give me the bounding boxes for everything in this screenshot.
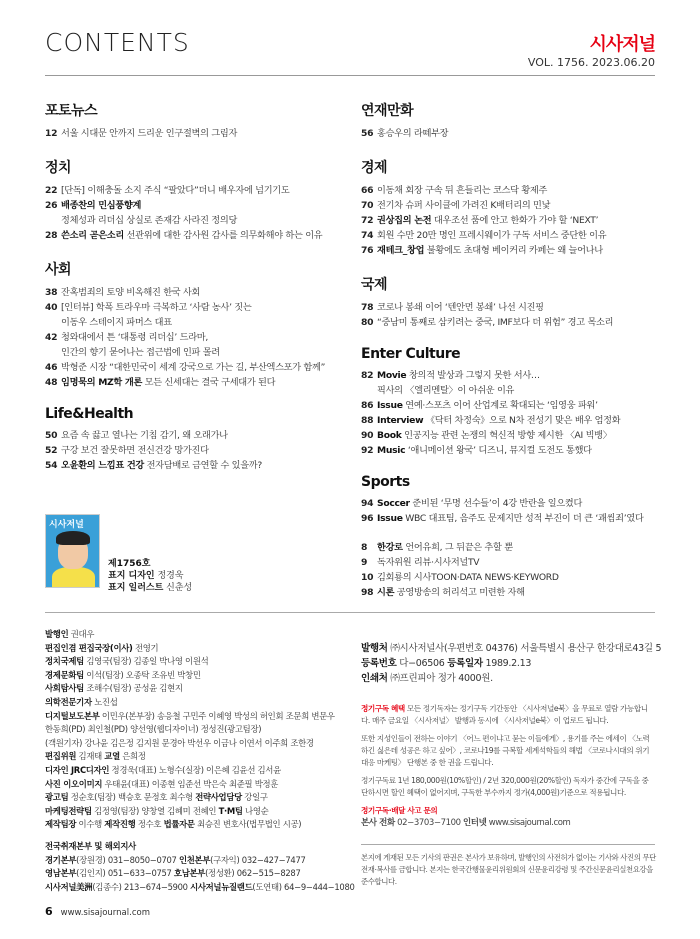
headline: 박형준 시장 “대한민국이 세계 강국으로 가는 길, 부산엑스포가 함께” bbox=[61, 362, 326, 373]
cover-design-label: 표지 디자인 bbox=[108, 571, 155, 581]
toc-text bbox=[61, 458, 340, 473]
toc-text bbox=[377, 213, 661, 228]
toc-text bbox=[61, 315, 340, 330]
credit-role: 사진 이오이미지 bbox=[45, 778, 103, 789]
headline: 인공지능 관련 논쟁의 혁신적 방향 제시한 〈AI 빅뱅〉 bbox=[401, 430, 612, 441]
toc-item[interactable] bbox=[45, 375, 340, 390]
credit-names: 조해수(팀장) 공성윤 김현지 bbox=[83, 683, 183, 694]
page-ref: 88 bbox=[361, 415, 374, 426]
toc-text bbox=[377, 315, 661, 330]
page-ref: 46 bbox=[45, 362, 58, 373]
credit-role: 디자인 JRC디자인 bbox=[45, 764, 110, 775]
toc-text bbox=[61, 360, 340, 375]
toc-item[interactable] bbox=[45, 315, 340, 330]
page-ref: 78 bbox=[361, 302, 374, 313]
page-ref: 90 bbox=[361, 430, 374, 441]
toc-text bbox=[377, 443, 661, 458]
headline: 이동채 회장 구속 뒤 흔들리는 코스닥 황제주 bbox=[377, 185, 548, 196]
series-label: 시론 bbox=[377, 587, 395, 598]
credit-line bbox=[45, 710, 345, 724]
toc-item[interactable] bbox=[361, 428, 661, 443]
headline: 잔혹범죄의 토양 비옥해진 한국 사회 bbox=[61, 287, 201, 298]
volume-info: VOL. 1756. 2023.06.20 bbox=[527, 56, 655, 69]
toc-item[interactable] bbox=[361, 213, 661, 228]
page-ref: 26 bbox=[45, 200, 58, 211]
credit-line bbox=[45, 778, 345, 792]
toc-text bbox=[377, 243, 661, 258]
copyright-notice: 본지에 게재된 모든 기사의 판권은 본사가 보유하며, 발행인의 사전허가 없이는 기사와 사진의 무단 전재·복사를 금합니다. 본지는 한국간행물윤리위원회의 신문윤리강령 및 주간신문윤리실천요강을 준수합니다. bbox=[361, 853, 656, 886]
spacer bbox=[45, 390, 340, 406]
credit-line bbox=[45, 867, 345, 881]
credit-role: 사회탐사팀 bbox=[45, 683, 84, 694]
credit-line bbox=[45, 881, 355, 895]
credit-role: 인천본부 bbox=[178, 854, 211, 865]
toc-item[interactable] bbox=[361, 368, 661, 383]
page-ref: 54 bbox=[45, 460, 58, 471]
credit-role: 편집인겸 편집국장(이사) bbox=[45, 642, 133, 653]
page-ref: 12 bbox=[45, 128, 58, 139]
toc-item[interactable] bbox=[45, 300, 340, 315]
series-label: Issue bbox=[377, 400, 403, 411]
credit-role: 광고팀 bbox=[45, 792, 69, 803]
toc-item[interactable] bbox=[361, 443, 661, 458]
headline: 인간의 향기 묻어나는 접근법에 인파 몰려 bbox=[61, 347, 220, 358]
toc-text bbox=[377, 496, 661, 511]
spacer bbox=[361, 258, 661, 274]
cover-info bbox=[108, 558, 192, 594]
page-ref: 38 bbox=[45, 287, 58, 298]
left-column bbox=[45, 100, 340, 473]
headline: 전기차 슈퍼 사이클에 가려진 K배터리의 민낯 bbox=[377, 200, 551, 211]
toc-text bbox=[377, 555, 661, 570]
toc-text bbox=[61, 375, 340, 390]
credit-line bbox=[361, 656, 661, 671]
credit-names: 김재태 bbox=[76, 751, 105, 762]
toc-item[interactable] bbox=[45, 443, 340, 458]
toc-text bbox=[377, 126, 661, 141]
web-label: 인터넷 bbox=[462, 818, 487, 828]
series-label: Book bbox=[377, 430, 402, 441]
toc-item[interactable] bbox=[45, 213, 340, 228]
credit-names: 정수호 bbox=[135, 819, 164, 830]
series-label: Music bbox=[377, 445, 406, 456]
credit-line bbox=[45, 764, 345, 778]
toc-text bbox=[377, 198, 661, 213]
page-ref: 96 bbox=[361, 513, 374, 524]
toc-item[interactable] bbox=[361, 300, 661, 315]
page-ref: 40 bbox=[45, 302, 58, 313]
headline: 언어유희, 그 뒤끝은 추할 뿐 bbox=[402, 542, 513, 553]
toc-item[interactable] bbox=[45, 198, 340, 213]
toc-item[interactable] bbox=[361, 126, 661, 141]
toc-item[interactable] bbox=[361, 413, 661, 428]
toc-item[interactable] bbox=[361, 183, 661, 198]
cover-design-name: 정경욱 bbox=[154, 571, 184, 581]
toc-text bbox=[61, 285, 340, 300]
page-ref: 42 bbox=[45, 332, 58, 343]
credit-names: (김종수) 213−674−5900 bbox=[92, 881, 191, 892]
credit-names: 은희정 bbox=[119, 751, 146, 762]
credit-role: 발행인 bbox=[45, 629, 69, 639]
series-label: 오윤환의 느낌표 건강 bbox=[61, 460, 144, 471]
subscription-text-3: 정기구독료 1년 180,000원(10%할인) / 2년 320,000원(20%할인) 독자가 중간에 구독을 중단하시면 할인 혜택이 없어지며, 구독한 부수까지 정가(4,000원)기준으로 적용됩니다. bbox=[361, 776, 649, 797]
page-footer bbox=[45, 905, 150, 918]
page-ref: 94 bbox=[361, 498, 374, 509]
toc-text bbox=[377, 300, 661, 315]
cover-illust-name: 신춘성 bbox=[163, 583, 193, 593]
credit-line bbox=[45, 750, 345, 764]
credit-names: 강일구 bbox=[241, 792, 268, 803]
credit-role: 전략사업담당 bbox=[195, 792, 242, 803]
credit-line bbox=[45, 854, 345, 868]
toc-text bbox=[61, 198, 340, 213]
toc-text bbox=[377, 585, 661, 600]
series-label: 재테크_창업 bbox=[377, 245, 425, 256]
headline: “중남미 통째로 삼키려는 중국, IMF보다 더 위험” 경고 목소리 bbox=[377, 317, 614, 328]
series-label: 임명묵의 MZ학 개론 bbox=[61, 377, 143, 388]
page-ref: 76 bbox=[361, 245, 374, 256]
toc-item[interactable] bbox=[361, 243, 661, 258]
credit-line bbox=[45, 723, 345, 737]
toc-text bbox=[61, 228, 340, 243]
toc-text bbox=[377, 428, 661, 443]
toc-text bbox=[61, 330, 340, 345]
credit-names: 이석(팀장) 오종탁 조유빈 박창민 bbox=[83, 669, 201, 680]
spacer bbox=[361, 458, 661, 474]
credit-role: 제작팀장 bbox=[45, 819, 77, 830]
credit-role: 등록일자 bbox=[447, 658, 483, 669]
credit-names: (도연태) 64−9−444−1080 bbox=[252, 881, 355, 892]
page-ref bbox=[45, 315, 61, 330]
page-ref: 92 bbox=[361, 445, 374, 456]
phone-label: 본사 전화 bbox=[361, 818, 395, 828]
subscription-heading: 정기구독 혜택 bbox=[361, 704, 405, 713]
headline: 연예·스포츠 이어 산업계로 확대되는 ‘임영웅 파워’ bbox=[402, 400, 598, 411]
credit-names: 1989.2.13 bbox=[482, 658, 532, 669]
toc-text bbox=[61, 300, 340, 315]
toc-text bbox=[377, 368, 661, 383]
headline: 요즘 속 끓고 열나는 기침 감기, 왜 오래가나 bbox=[61, 430, 228, 441]
series-label: 쓴소리 곧은소리 bbox=[61, 230, 124, 241]
credit-names: 정경욱(대표) 노형수(실장) 이은혜 김윤선 김서윤 bbox=[109, 764, 281, 775]
credit-line bbox=[45, 682, 345, 696]
toc-text bbox=[61, 126, 340, 141]
toc-item[interactable] bbox=[361, 398, 661, 413]
credit-line bbox=[45, 805, 345, 819]
subscription-text-1: 모든 정기독자는 정기구독 기간동안 〈시사저널e북〉을 무료로 열람 가능합니다. 매주 금요일 〈시사저널〉 발행과 동시에 〈시사저널e북〉이 업로드 됩니다. bbox=[361, 704, 648, 725]
headline: 창의적 발상과 그렇지 못한 서사… bbox=[406, 370, 540, 381]
credit-names: (객원기자) 강나윤 김은정 김지원 문경아 박선우 이금나 이연서 이주희 조한경 bbox=[45, 737, 314, 748]
page-ref: 48 bbox=[45, 377, 58, 388]
page-ref: 52 bbox=[45, 445, 58, 456]
headline: 이동우 스테이지 파머스 대표 bbox=[61, 317, 172, 328]
headline: 전자담배로 금연할 수 있을까? bbox=[143, 460, 262, 471]
toc-item[interactable] bbox=[361, 496, 661, 511]
page-ref: 22 bbox=[45, 185, 58, 196]
credit-names: ㈜프린피아 정가 4000원. bbox=[387, 673, 493, 684]
headline: 홍승우의 라떼부장 bbox=[377, 128, 449, 139]
section-title: Enter Culture bbox=[361, 346, 461, 362]
credit-names: 김영국(팀장) 김종일 박나영 이원석 bbox=[83, 656, 209, 667]
subscription-text-2: 또한 지성인들이 전하는 이야기 〈어느 편이냐고 묻는 이들에게〉, 용기를 주는 에세이 〈노력하긴 싫은데 성공은 하고 싶어〉, 코로나19를 극복할 세계석학들의 해법 〈코로나시대의 위기대응 마케팅〉 단행본 중 한 권을 드립니다. bbox=[361, 734, 650, 767]
toc-text bbox=[377, 383, 661, 398]
headline: 《닥터 차정숙》으로 N차 전성기 맞은 배우 엄정화 bbox=[423, 415, 621, 426]
page-ref: 72 bbox=[361, 215, 374, 226]
page-number: 6 bbox=[45, 905, 53, 918]
credit-line bbox=[361, 641, 661, 656]
toc-item[interactable] bbox=[361, 555, 661, 570]
section-title: Sports bbox=[361, 474, 410, 490]
toc-text bbox=[377, 570, 661, 585]
web-link[interactable]: www.sisajournal.com bbox=[486, 818, 571, 828]
headline: 대우조선 품에 안고 한화가 가야 할 ‘NEXT’ bbox=[431, 215, 599, 226]
toc-item[interactable] bbox=[45, 126, 340, 141]
credit-role: 경제문화팀 bbox=[45, 669, 84, 680]
credit-names: 최승진 변호사(법무법인 시공) bbox=[194, 819, 302, 830]
toc-text bbox=[377, 398, 661, 413]
toc-item[interactable] bbox=[45, 428, 340, 443]
headline: ‘애니메이션 왕국’ 디즈니, 뮤지컬 도전도 통했다 bbox=[405, 445, 592, 456]
credit-role: 디지털보도본부 bbox=[45, 710, 100, 721]
headline: 회원 수만 20만 명인 프레시웨이가 구독 서비스 중단한 이유 bbox=[377, 230, 607, 241]
credit-role: 인쇄처 bbox=[361, 673, 388, 684]
footer-url[interactable]: www.sisajournal.com bbox=[60, 908, 150, 918]
credit-role: 제작진행 bbox=[104, 819, 136, 830]
cover-thumbnail[interactable] bbox=[45, 514, 100, 588]
page-ref: 86 bbox=[361, 400, 374, 411]
toc-item[interactable] bbox=[361, 570, 661, 585]
headline: 공영방송의 허리석고 미련한 자해 bbox=[394, 587, 525, 598]
credit-line bbox=[45, 642, 345, 656]
toc-item[interactable] bbox=[361, 383, 661, 398]
section-title: 포토뉴스 bbox=[45, 103, 98, 119]
credit-names: 권대우 bbox=[68, 629, 95, 639]
credit-names: 이수행 bbox=[76, 819, 105, 830]
spacer bbox=[45, 832, 345, 840]
headline: 준비된 ‘무명 선수들’이 4강 반란을 일으켰다 bbox=[409, 498, 583, 509]
toc-item[interactable] bbox=[45, 345, 340, 360]
page-ref: 74 bbox=[361, 230, 374, 241]
toc-item[interactable] bbox=[45, 228, 340, 243]
headline: 청와대에서 튼 ‘대통령 리더십’ 드라마, bbox=[61, 332, 208, 343]
spacer bbox=[45, 141, 340, 157]
toc-item[interactable] bbox=[361, 315, 661, 330]
credit-names: 전영기 bbox=[132, 642, 159, 653]
page-ref: 66 bbox=[361, 185, 374, 196]
series-label: Soccer bbox=[377, 498, 410, 509]
headline: [단독] 이해충돌 소지 주식 “팔았다”더니 배우자에 넘기기도 bbox=[61, 185, 290, 196]
page-ref bbox=[45, 213, 61, 228]
headline: 정체성과 리더십 상실로 존재감 사라진 정의당 bbox=[61, 215, 238, 226]
headline: 서울 시대문 안까지 드리운 인구절벽의 그림자 bbox=[61, 128, 238, 139]
toc-item[interactable] bbox=[45, 285, 340, 300]
credit-role: 의학전문기자 bbox=[45, 696, 92, 707]
header-divider bbox=[45, 75, 655, 76]
toc-item[interactable] bbox=[45, 458, 340, 473]
section-title: 정치 bbox=[45, 160, 72, 176]
toc-item[interactable] bbox=[361, 511, 661, 526]
series-label: 한강로 bbox=[377, 542, 403, 553]
page-ref: 28 bbox=[45, 230, 58, 241]
section-title: 연재만화 bbox=[361, 103, 414, 119]
headline: 모든 신세대는 결국 구세대가 된다 bbox=[142, 377, 276, 388]
credit-names: (구자익) 032−427−7477 bbox=[210, 854, 306, 865]
credit-names: (김인지) 051−633−0757 bbox=[76, 868, 174, 879]
credit-role: 법률자문 bbox=[163, 819, 195, 830]
credit-names: ㈜시사저널사(우편번호 04376) 서울특별시 용산구 한강대로43길 5 bbox=[387, 643, 662, 654]
publisher-info bbox=[361, 641, 661, 686]
toc-item[interactable] bbox=[361, 198, 661, 213]
credit-role: 시사저널美洲 bbox=[45, 881, 93, 892]
credit-line bbox=[45, 669, 345, 683]
page-ref: 80 bbox=[361, 317, 374, 328]
credit-role: 마케팅전략팀 bbox=[45, 805, 92, 816]
logo: 시사저널 bbox=[589, 34, 655, 55]
page-ref: 70 bbox=[361, 200, 374, 211]
page-title: CONTENTS bbox=[45, 28, 190, 57]
credit-line bbox=[45, 791, 345, 805]
cover-issue: 제1756호 bbox=[108, 559, 151, 569]
toc-text bbox=[61, 213, 340, 228]
cover-illust-label: 표지 일러스트 bbox=[108, 583, 164, 593]
credit-names: 정순호(팀장) 백승호 문정호 최수형 bbox=[68, 792, 196, 803]
spacer bbox=[361, 141, 661, 157]
series-label: 배종찬의 민심풍향계 bbox=[61, 200, 142, 211]
toc-text bbox=[377, 511, 661, 526]
toc-item[interactable] bbox=[361, 228, 661, 243]
headline: 픽사의 〈엘리멘탈〉이 아쉬운 이유 bbox=[377, 385, 515, 396]
headline: 불황에도 초대형 베이커리 카페는 왜 늘어나나 bbox=[424, 245, 603, 256]
cover-logo: 시사저널 bbox=[49, 520, 84, 530]
page-ref: 8 bbox=[361, 542, 368, 553]
toc-text bbox=[61, 428, 340, 443]
credit-names: 노진섭 bbox=[91, 696, 118, 707]
toc-item[interactable] bbox=[361, 585, 661, 600]
staff-credits bbox=[45, 628, 355, 894]
credit-names: 다−06506 bbox=[396, 658, 448, 669]
right-column bbox=[361, 100, 661, 600]
toc-item[interactable] bbox=[45, 330, 340, 345]
page-ref: 56 bbox=[361, 128, 374, 139]
section-title: 국제 bbox=[361, 277, 388, 293]
credit-names: (정성환) 062−515−8287 bbox=[205, 868, 301, 879]
headline: 독자위원 리뷰·시사저널TV bbox=[377, 557, 480, 568]
credit-names: 우태윤(대표) 이종현 임준선 박은숙 최준필 박정훈 bbox=[102, 778, 279, 789]
section-title: 경제 bbox=[361, 160, 388, 176]
credit-role: 등록번호 bbox=[361, 658, 397, 669]
credit-line bbox=[45, 737, 345, 751]
contact-heading: 정기구독·배달 사고 문의 bbox=[361, 806, 438, 815]
cover-figure-body bbox=[52, 567, 95, 588]
toc-text bbox=[377, 228, 661, 243]
notice-divider bbox=[361, 844, 655, 845]
spacer bbox=[361, 330, 661, 346]
toc-text bbox=[377, 540, 661, 555]
toc-text bbox=[61, 345, 340, 360]
subscription-info bbox=[361, 703, 655, 829]
page-ref: 98 bbox=[361, 587, 374, 598]
page-ref: 50 bbox=[45, 430, 58, 441]
toc-item[interactable] bbox=[45, 183, 340, 198]
credit-line bbox=[45, 818, 345, 832]
page-ref bbox=[361, 383, 377, 398]
credit-names: 이민우(본부장) 송응철 구민주 이혜영 박성의 허인회 조문희 변문우 bbox=[99, 710, 335, 721]
headline: 코로나 봉쇄 이어 ‘텐안먼 봉쇄’ 나선 시진핑 bbox=[377, 302, 544, 313]
spacer bbox=[361, 526, 661, 540]
credit-line bbox=[361, 671, 661, 686]
headline: 선관위에 대한 감사원 감사를 의무화해야 하는 이유 bbox=[123, 230, 323, 241]
credit-names: 나영순 bbox=[242, 805, 269, 816]
credit-role: 발행처 bbox=[361, 643, 388, 654]
toc-text bbox=[61, 443, 340, 458]
credit-names: 김정영(팀장) 양창열 김혜미 전혜인 bbox=[91, 805, 219, 816]
toc-text bbox=[377, 413, 661, 428]
credit-line bbox=[45, 655, 345, 669]
series-label: Movie bbox=[377, 370, 407, 381]
toc-text bbox=[61, 183, 340, 198]
section-title: Life&Health bbox=[45, 406, 134, 422]
section-divider bbox=[45, 612, 655, 613]
credit-role: 경기본부 bbox=[45, 854, 77, 865]
credit-line bbox=[45, 696, 345, 710]
credit-names: 한동희(PD) 최인철(PD) 양선영(웹디자이너) 정성진(광고팀장) bbox=[45, 724, 262, 735]
credit-role: 교열 bbox=[104, 751, 120, 762]
regional-title: 전국취재본부 및 해외지사 bbox=[45, 840, 136, 851]
phone-number: 02−3703−7100 bbox=[394, 818, 463, 828]
credit-names: (장원경) 031−8050−0707 bbox=[76, 854, 179, 865]
series-label: 권상집의 논전 bbox=[377, 215, 432, 226]
headline: [인터뷰] 학폭 트라우마 극복하고 ‘사람 농사’ 짓는 bbox=[61, 302, 252, 313]
spacer bbox=[45, 243, 340, 259]
page-ref: 82 bbox=[361, 370, 374, 381]
credit-line bbox=[45, 628, 345, 642]
toc-text bbox=[377, 183, 661, 198]
headline: 구강 보건 잘못하면 전신건강 망가진다 bbox=[61, 445, 209, 456]
toc-item[interactable] bbox=[45, 360, 340, 375]
credit-role: 시사저널뉴질랜드 bbox=[190, 881, 253, 892]
credit-role: 정치국제팀 bbox=[45, 656, 84, 667]
page-ref: 10 bbox=[361, 572, 374, 583]
cover-figure-hair bbox=[56, 531, 90, 545]
credit-role: 편집위원 bbox=[45, 751, 77, 762]
section-title: 사회 bbox=[45, 262, 72, 278]
credit-role: T·M팀 bbox=[218, 805, 243, 816]
credit-role: 호남본부 bbox=[173, 868, 206, 879]
page-ref: 9 bbox=[361, 557, 368, 568]
headline: WBC 대표팀, 음주도 문제지만 성적 부진이 더 큰 ‘괘씸죄’였다 bbox=[402, 513, 644, 524]
series-label: Issue bbox=[377, 513, 403, 524]
page-ref bbox=[45, 345, 61, 360]
series-label: Interview bbox=[377, 415, 424, 426]
credit-role: 영남본부 bbox=[45, 868, 77, 879]
headline: 김회룡의 시사TOON·DATA NEWS·KEYWORD bbox=[377, 572, 559, 583]
toc-item[interactable] bbox=[361, 540, 661, 555]
